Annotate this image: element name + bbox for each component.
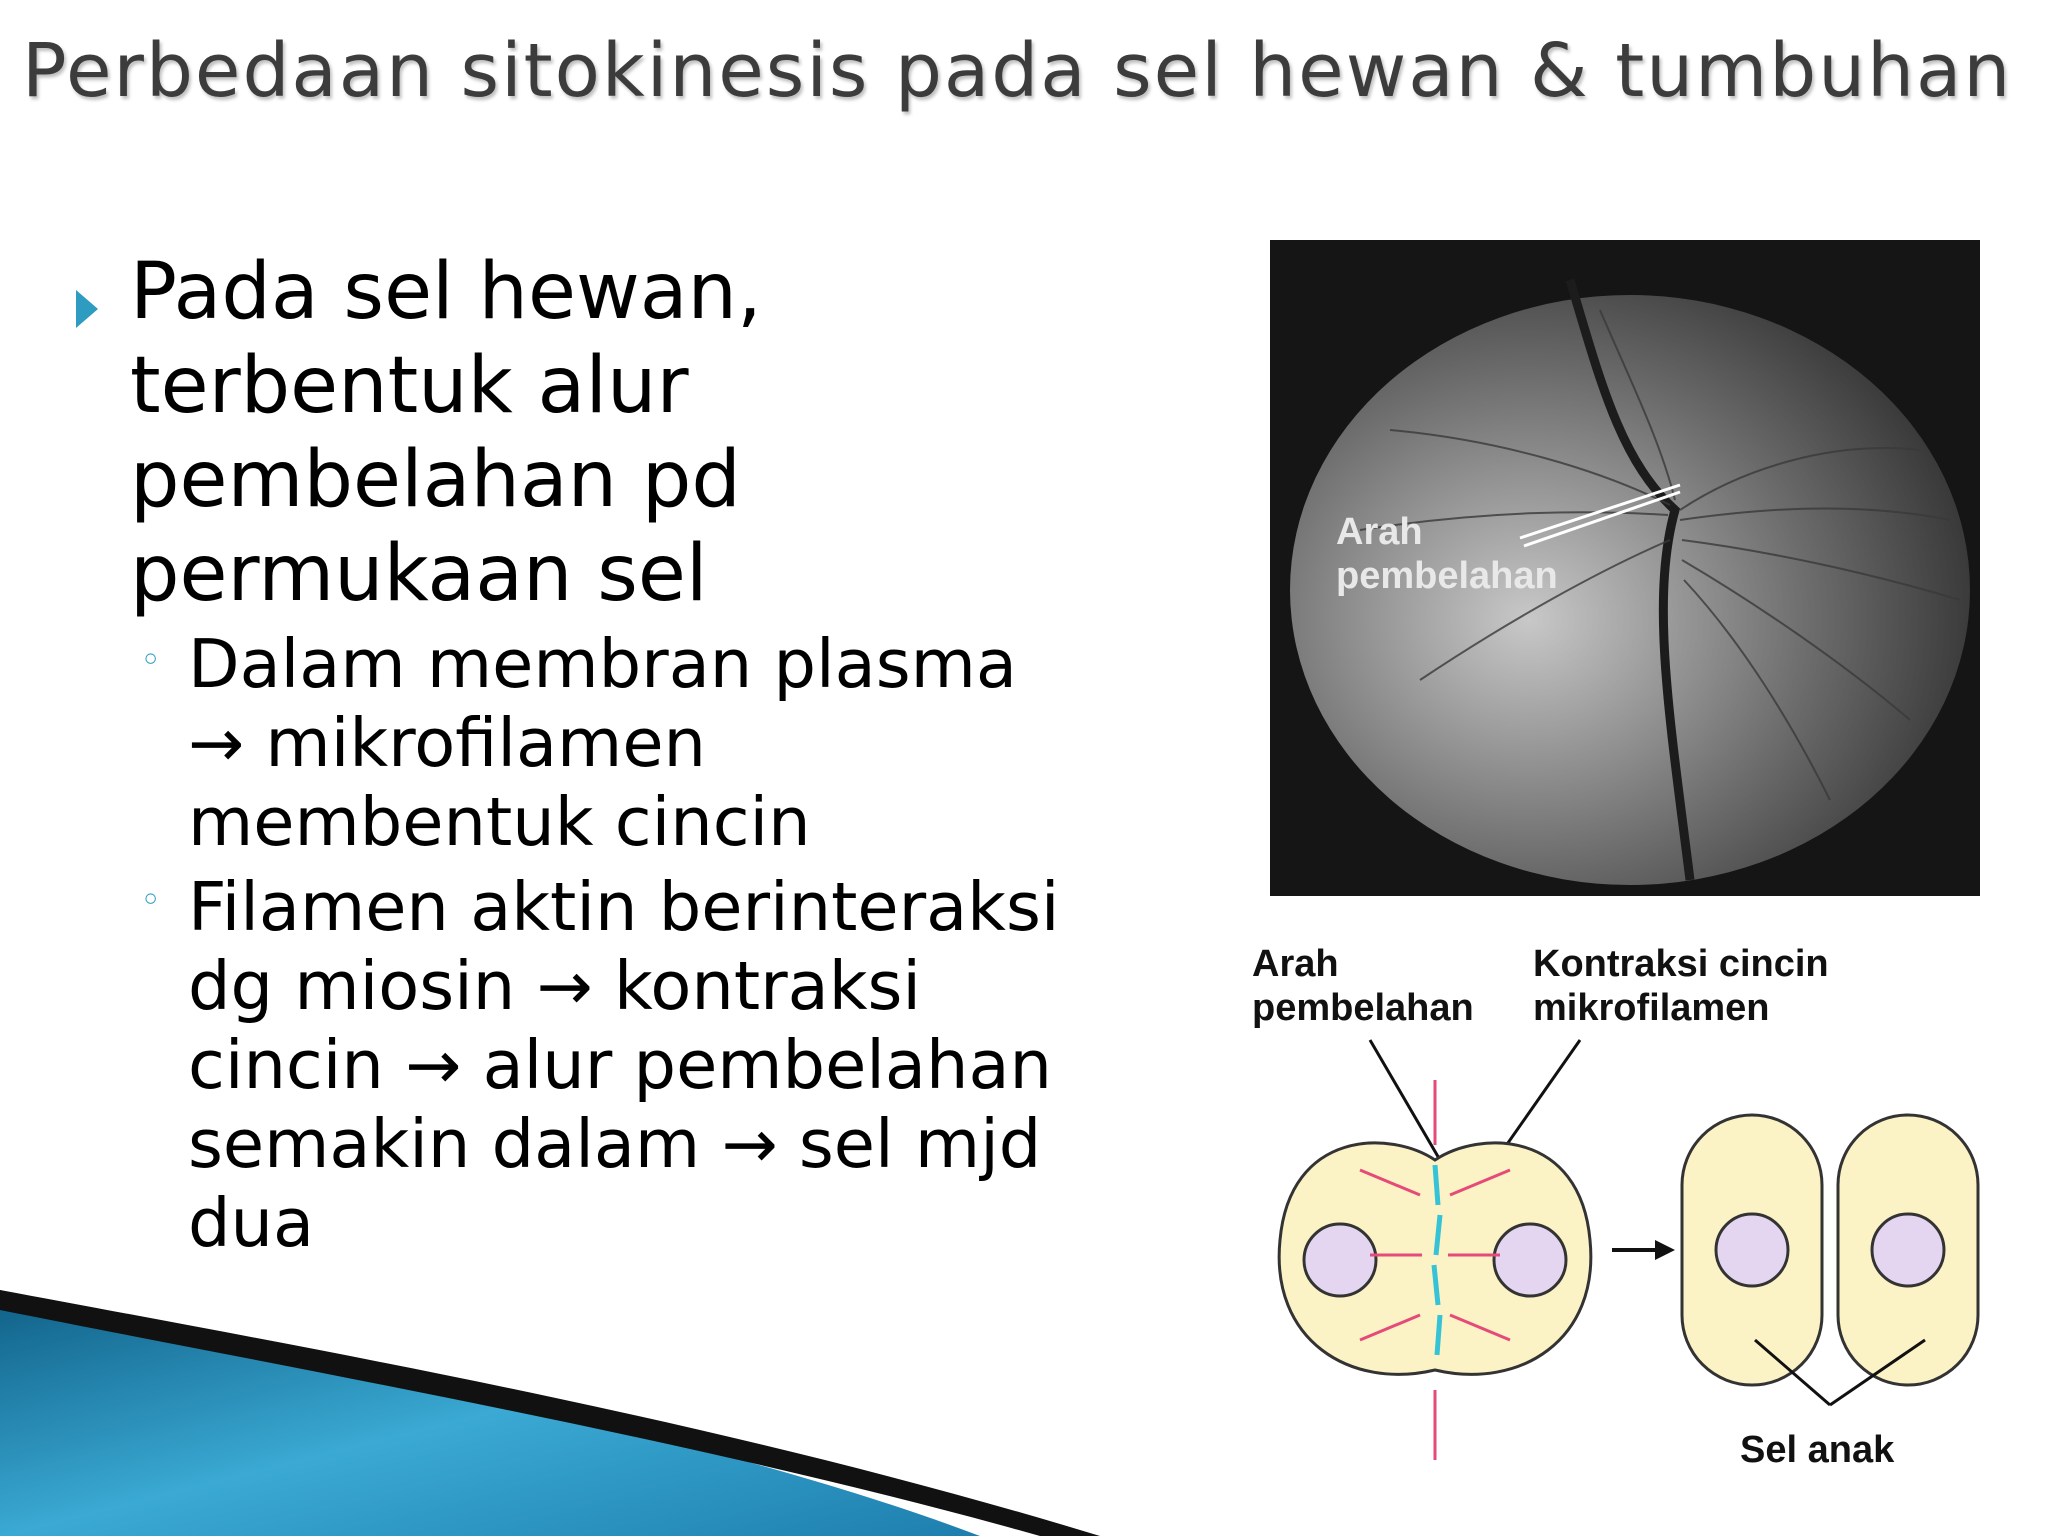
cleavage-micrograph — [1270, 240, 1980, 896]
sub-bullet-1: Dalam membran plasma → mikrofilamen membentuk cincin — [188, 625, 1017, 861]
cytokinesis-diagram — [1250, 1020, 2010, 1520]
nucleus-left — [1304, 1224, 1376, 1296]
sub-bullet-marker-icon: ◦ — [140, 880, 162, 921]
decorative-swoosh — [0, 1290, 1200, 1536]
nucleus-right — [1494, 1224, 1566, 1296]
slide-title: Perbedaan sitokinesis pada sel hewan & tumbuhan — [22, 28, 2013, 114]
diagram-label-arah-pembelahan: Arah pembelahan — [1252, 943, 1474, 1029]
diagram-label-sel-anak: Sel anak — [1740, 1429, 1895, 1471]
sub-bullet-marker-icon: ◦ — [140, 640, 162, 681]
sub-bullet-2: Filamen aktin berinteraksi dg miosin → kontraksi cincin → alur pembelahan semakin dalam → sel mjd dua — [188, 868, 1060, 1262]
bullet-triangle-icon — [76, 290, 98, 328]
main-bullet-text: Pada sel hewan, terbentuk alur pembelahan pd permukaan sel — [130, 247, 762, 619]
diagram-label-kontraksi: Kontraksi cincin mikrofilamen — [1533, 943, 1829, 1029]
photo-label-arah-pembelahan: Arah pembelahan — [1336, 511, 1558, 597]
